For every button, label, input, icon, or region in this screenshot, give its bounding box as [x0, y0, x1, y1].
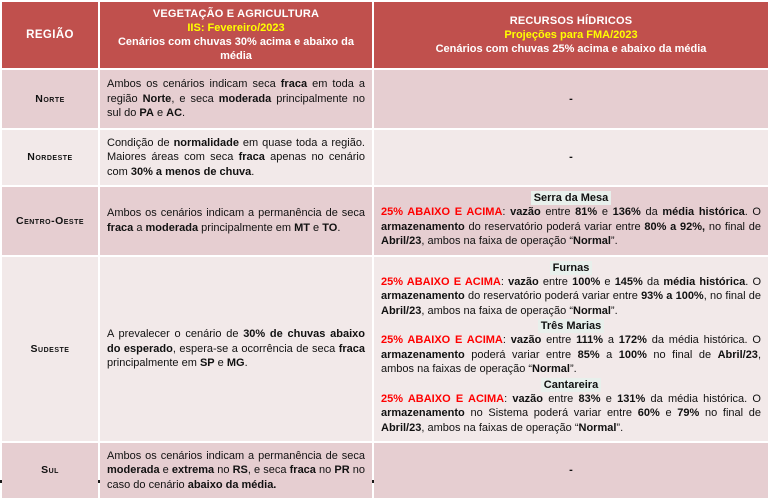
cell-regiao: Centro-Oeste	[2, 187, 98, 255]
text-run: e	[600, 275, 615, 288]
text-run: Ambos os cenários indicam seca	[107, 78, 281, 91]
text-run: 30% a menos de chuva	[130, 165, 252, 178]
text-run: em toda a região	[107, 78, 365, 105]
text-run: entre	[541, 334, 577, 346]
text-run: e	[153, 107, 167, 120]
reservoir-projection-text	[381, 206, 761, 247]
text-run: armazenamento	[381, 220, 465, 233]
text-run: AC	[166, 107, 183, 120]
text-run: .	[182, 107, 186, 120]
text-run: entre	[542, 392, 579, 405]
text-run: abaixo da média.	[187, 478, 277, 491]
cell-regiao: Sul	[2, 443, 98, 498]
text-run: ”.	[616, 421, 624, 434]
text-run: do reservatório poderá variar entre	[464, 220, 645, 233]
table-header	[2, 2, 768, 68]
text-run: :	[502, 334, 511, 346]
text-run: armazenamento	[381, 407, 465, 419]
text-run: ”.	[610, 304, 618, 317]
table-row	[2, 443, 768, 498]
text-run: fraca	[338, 342, 365, 355]
reservoir-projection-text	[381, 334, 761, 375]
text-run: 80% a 92%,	[644, 220, 706, 233]
text-run: , espera-se a ocorrência de seca	[172, 342, 339, 355]
cell-vegetacao	[100, 70, 372, 128]
cell-recursos	[374, 187, 768, 255]
text-run: e	[600, 392, 618, 405]
cell-vegetacao	[100, 443, 372, 498]
cell-vegetacao	[100, 257, 372, 442]
text-run: principalmente em	[198, 221, 295, 234]
text-run: 85%	[577, 348, 600, 361]
text-run: 111%	[576, 334, 603, 346]
header-cell-recursos	[374, 2, 768, 68]
text-run: , e seca	[171, 92, 219, 105]
text-run: ”.	[610, 235, 618, 247]
reservoir-block	[381, 378, 761, 436]
table-row	[2, 187, 768, 255]
text-run: principalmente em	[107, 357, 200, 369]
text-run: vazão	[510, 334, 542, 346]
text-run: moderada	[107, 464, 160, 477]
reservoir-name: Furnas	[550, 261, 593, 275]
text-run: da	[640, 206, 663, 218]
header-cell-vegetacao	[100, 2, 372, 68]
text-run: MG	[226, 357, 245, 369]
text-run: a	[133, 221, 146, 234]
text-run: Normal	[532, 363, 570, 375]
text-run: da média histórica. O	[646, 334, 761, 346]
text-run: vazão	[508, 275, 539, 288]
text-run: A prevalecer o cenário de	[107, 328, 244, 340]
text-run: Normal	[573, 235, 611, 247]
cell-recursos-empty: -	[374, 443, 768, 498]
text-run: , e seca	[247, 464, 290, 477]
text-run: SP	[199, 357, 215, 369]
reservoir-block	[381, 191, 761, 249]
text-run: 81%	[575, 206, 598, 218]
cell-vegetacao	[100, 187, 372, 255]
text-run: normalidade	[173, 136, 239, 149]
text-run: 136%	[612, 206, 641, 218]
table-row	[2, 130, 768, 185]
text-run: 79%	[677, 407, 700, 419]
text-run: e	[597, 206, 613, 218]
text-run: Abril/23	[381, 421, 422, 434]
reservoir-name: Serra da Mesa	[531, 191, 612, 205]
text-run: 131%	[617, 392, 646, 405]
text-run: e	[659, 407, 678, 419]
text-run: 25% ABAIXO E ACIMA	[381, 334, 503, 346]
cell-vegetacao	[100, 130, 372, 185]
text-run: :	[502, 206, 511, 218]
text-run: 100%	[618, 348, 647, 361]
text-run: a	[599, 348, 619, 361]
text-run: MT	[294, 221, 310, 234]
text-run: entre	[540, 206, 576, 218]
text-run: no caso do cenário	[107, 464, 366, 491]
text-run: . O	[745, 275, 761, 288]
text-run: no final de	[646, 348, 718, 361]
text-run: fraca	[107, 221, 134, 234]
text-run: TO	[322, 221, 338, 234]
header-vegetacao-subtitle: IIS: Fevereiro/2023	[187, 22, 285, 34]
text-run: extrema	[171, 464, 215, 477]
text-run: moderada	[218, 92, 272, 105]
text-run: RS	[232, 464, 248, 477]
cell-regiao: Sudeste	[2, 257, 98, 442]
text-run: 30% de chuvas abaixo do esperado	[107, 328, 365, 355]
text-run: e	[310, 221, 323, 234]
text-run: Norte	[142, 92, 172, 105]
header-recursos-note: Cenários com chuvas 25% acima e abaixo da média	[435, 43, 707, 55]
text-run: Condição de	[107, 136, 174, 149]
cell-recursos	[374, 257, 768, 442]
reservoir-block	[381, 319, 761, 377]
reservoir-projection-text	[381, 276, 761, 317]
text-run: fraca	[289, 464, 316, 477]
text-run: Abril/23	[381, 304, 422, 317]
text-run: no	[315, 464, 335, 477]
table-row	[2, 70, 768, 128]
header-row	[2, 2, 768, 68]
header-recursos-title: RECURSOS HÍDRICOS	[509, 15, 633, 27]
text-run: :	[504, 392, 513, 405]
text-run: 145%	[614, 275, 643, 288]
text-run: a	[602, 334, 619, 346]
text-run: e	[214, 357, 227, 369]
cell-regiao: Norte	[2, 70, 98, 128]
text-run: . O	[744, 206, 761, 218]
text-run: Normal	[578, 421, 617, 434]
text-run: da média histórica. O	[645, 392, 761, 405]
text-run: poderá variar entre	[464, 348, 578, 361]
text-run: do reservatório poderá variar entre	[464, 290, 642, 302]
text-run: média histórica	[663, 275, 746, 288]
text-run: 172%	[618, 334, 647, 346]
cell-recursos-empty: -	[374, 130, 768, 185]
reservoir-name: Cantareira	[541, 378, 601, 392]
text-run: 25% ABAIXO E ACIMA	[381, 392, 505, 405]
text-run: armazenamento	[381, 348, 465, 361]
text-run: média histórica	[662, 206, 745, 218]
reservoir-name: Três Marias	[538, 319, 605, 333]
text-run: moderada	[145, 221, 199, 234]
text-run: armazenamento	[381, 290, 465, 302]
header-recursos-subtitle: Projeções para FMA/2023	[504, 29, 638, 41]
text-run: 93% a 100%	[641, 290, 704, 302]
header-regiao-label: REGIÃO	[26, 29, 74, 41]
header-cell-regiao	[2, 2, 98, 68]
text-run: , ambos na faixa de operação “	[421, 304, 574, 317]
text-run: 25% ABAIXO E ACIMA	[381, 275, 501, 288]
text-run: .	[244, 357, 248, 369]
text-run: Abril/23	[381, 235, 422, 247]
text-run: PA	[139, 107, 154, 120]
header-vegetacao-note: Cenários com chuvas 30% acima e abaixo da média	[117, 36, 354, 62]
text-run: :	[500, 275, 509, 288]
text-run: em quase toda a região. Maiores áreas com seca	[107, 136, 365, 164]
text-run: apenas no cenário com	[107, 151, 365, 178]
text-run: .	[337, 221, 341, 234]
text-run: ”.	[569, 363, 577, 375]
text-run: principalmente no sul do	[107, 92, 366, 120]
header-vegetacao-title: VEGETAÇÃO E AGRICULTURA	[152, 8, 320, 20]
text-run: Abril/23	[717, 348, 758, 361]
text-run: fraca	[280, 78, 308, 91]
text-run: vazão	[510, 206, 541, 218]
cell-recursos-empty: -	[374, 70, 768, 128]
text-run: 83%	[578, 392, 601, 405]
text-run: 100%	[572, 275, 601, 288]
text-run: 25% ABAIXO E ACIMA	[381, 206, 503, 218]
text-run: 60%	[637, 407, 660, 419]
text-run: Ambos os cenários indicam a permanência de seca	[107, 449, 365, 462]
text-run: no	[214, 464, 233, 477]
text-run: Normal	[573, 304, 611, 317]
table-row	[2, 257, 768, 442]
text-run: fraca	[238, 151, 265, 164]
text-run: PR	[334, 464, 350, 477]
text-run: no final de	[699, 407, 762, 419]
text-run: entre	[538, 275, 573, 288]
text-run: no Sistema poderá variar entre	[464, 407, 638, 419]
text-run: no final de	[705, 220, 761, 233]
text-run: .	[251, 165, 255, 178]
text-run: , ambos na faixas de operação “	[421, 421, 579, 434]
text-run: da	[642, 275, 664, 288]
text-run: , ambos na faixas de operação “	[381, 348, 761, 375]
cell-regiao: Nordeste	[2, 130, 98, 185]
reservoir-projection-text	[381, 393, 761, 434]
text-run: e	[159, 464, 172, 477]
text-run: vazão	[512, 392, 543, 405]
text-run: Ambos os cenários indicam a permanência de seca	[107, 207, 365, 220]
table-body	[2, 70, 768, 498]
reservoir-block	[381, 261, 761, 319]
text-run: , ambos na faixa de operação “	[421, 235, 574, 247]
text-run: , no final de	[703, 290, 761, 302]
